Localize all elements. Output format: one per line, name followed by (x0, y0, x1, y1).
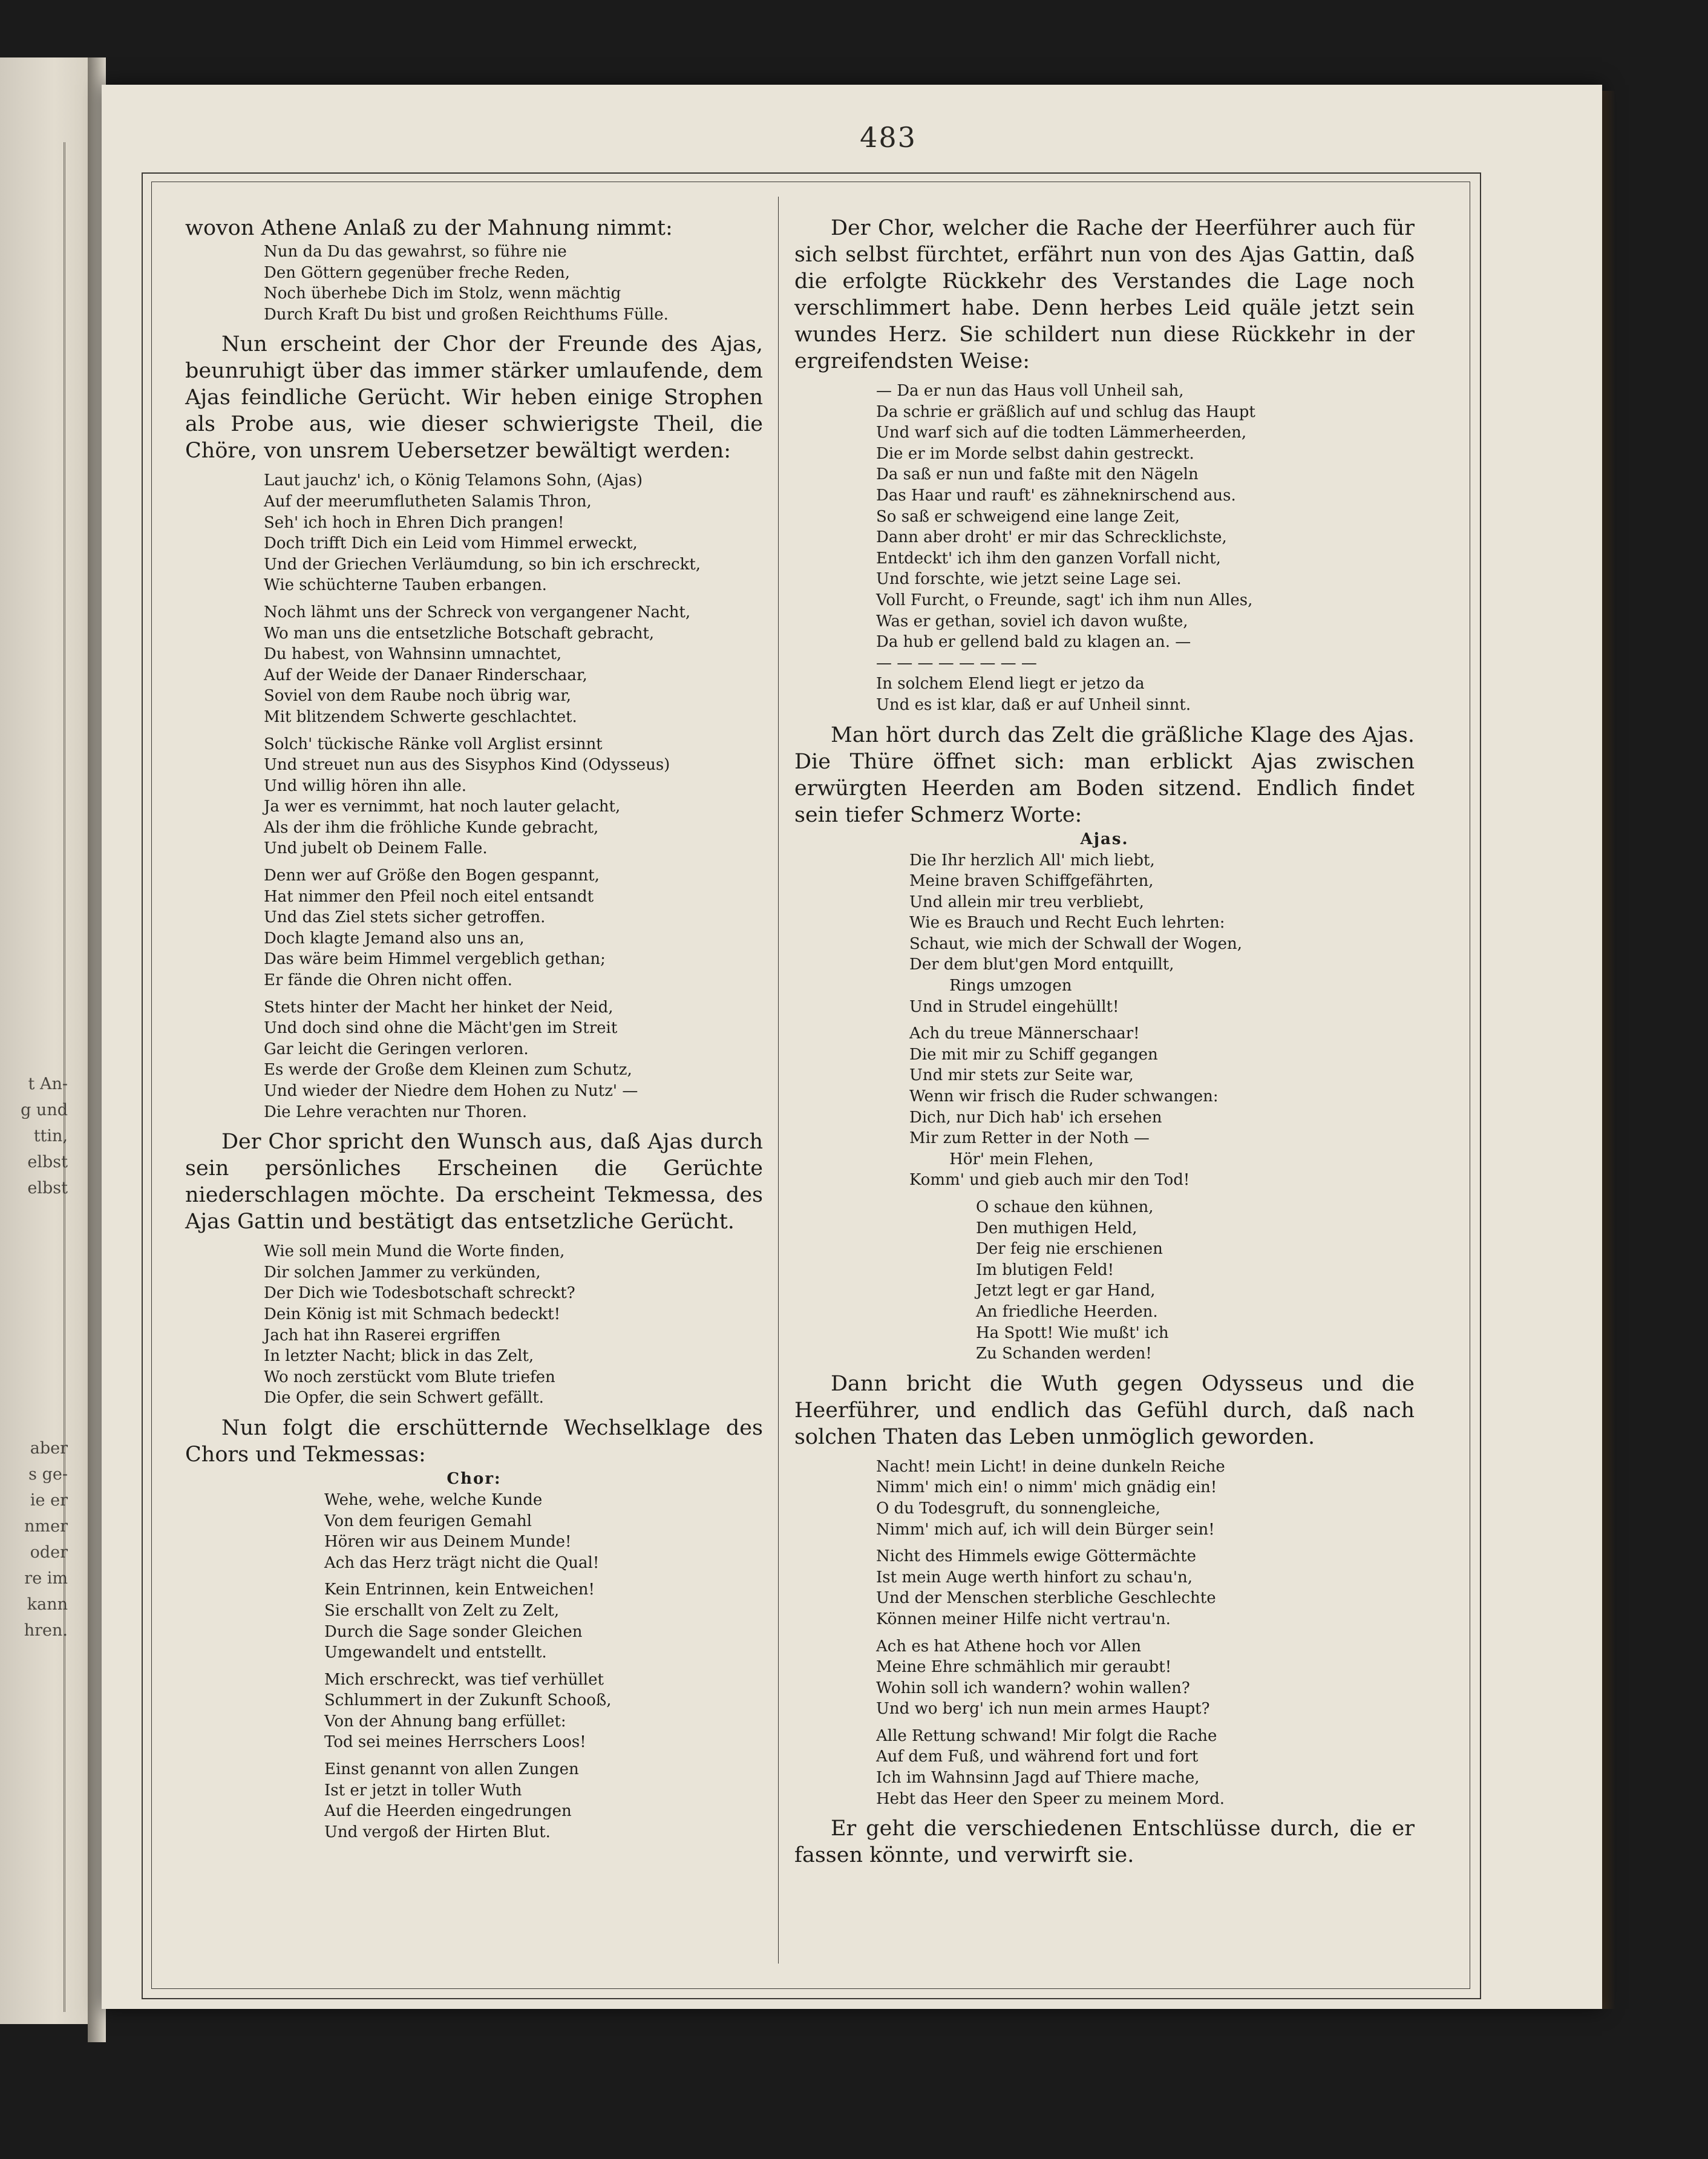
verse-stanza: Ach es hat Athene hoch vor Allen Meine Ehre schmählich mir geraubt! Wohin soll ich wandern? wohin wallen? Und wo berg' ich nun mein armes Haupt? (876, 1637, 1210, 1718)
verse-stanza: Solch' tückische Ränke voll Arglist ersinnt Und streuet nun aus des Sisyphos Kind (Odysseus) Und willig hören ihn alle. Ja wer es vernimmt, hat noch lauter gelacht, Als der ihm die fröhliche Kunde gebracht, Und jubelt ob Deinem Falle. (264, 735, 670, 858)
paragraph: Nun erscheint der Chor der Freunde des Ajas, beunruhigt über das immer stärker umlaufende, dem Ajas feindliche Gerücht. Wir heben einige Strophen als Probe aus, wie dieser schwierigste Theil, die Chöre, von unsrem Uebersetzer bewältigt werden: (185, 332, 763, 464)
verse-stanza: Wehe, wehe, welche Kunde Von dem feurigen Gemahl Hören wir aus Deinem Munde! Ach das Herz trägt nicht die Qual! (324, 1490, 600, 1572)
verse-stanza: Nicht des Himmels ewige Göttermächte Ist mein Auge werth hinfort zu schau'n, Und der Menschen sterbliche Geschlechte Können meiner Hilfe nicht vertrau'n. (876, 1547, 1216, 1628)
paragraph: Dann bricht die Wuth gegen Odysseus und die Heerführer, und endlich das Gefühl durch, daß nach solchen Thaten das Leben unmöglich geworden. (794, 1371, 1415, 1449)
verse-stanza: Einst genannt von allen Zungen Ist er jetzt in toller Wuth Auf die Heerden eingedrungen Und vergoß der Hirten Blut. (324, 1760, 579, 1841)
left-column (185, 215, 763, 1843)
page-number: 483 (860, 121, 917, 154)
verse-stanza: Nun da Du das gewahrst, so führe nie Den Göttern gegenüber freche Reden, Noch überhebe Dich im Stolz, wenn mächtig Durch Kraft Du bist und großen Reichthums Fülle. (264, 243, 669, 324)
verse-stanza: Ach du treue Männerschaar! Die mit mir zu Schiff gegangen Und mir stets zur Seite war, Wenn wir frisch die Ruder schwangen: Dich, nur Dich hab' ich ersehen Mir zum Retter in der Noth — Hör' mein Flehen, Komm' und gieb auch mir den Tod! (909, 1024, 1219, 1190)
book-page (102, 85, 1602, 2009)
paragraph: Nun folgt die erschütternde Wechselklage des Chors und Tekmessas: (185, 1415, 763, 1467)
paragraph: Der Chor, welcher die Rache der Heerführer auch für sich selbst fürchtet, erfährt nun von des Ajas Gattin, daß die erfolgte Rückkehr des Verstandes die Lage noch verschlimmert habe. Denn herbes Leid quäle jetzt sein wundes Herz. Sie schildert nun diese Rückkehr in der ergreifendsten Weise: (794, 216, 1415, 373)
verse-stanza: Nacht! mein Licht! in deine dunkeln Reiche Nimm' mich ein! o nimm' mich gnädig ein! O du Todesgruft, du sonnengleiche, Nimm' mich auf, ich will dein Bürger sein! (876, 1457, 1225, 1539)
speaker-label: Ajas. (1080, 830, 1129, 848)
right-column (794, 215, 1415, 1869)
speaker-label: Chor: (447, 1469, 502, 1488)
verse-stanza: Wie soll mein Mund die Worte finden, Dir solchen Jammer zu verkünden, Der Dich wie Todesbotschaft schreckt? Dein König ist mit Schmach bedeckt! Jach hat ihn Raserei ergriffen In letzter Nacht; blick in das Zelt, Wo noch zerstückt vom Blute triefen Die Opfer, die sein Schwert gefällt. (264, 1242, 575, 1407)
paragraph: Der Chor spricht den Wunsch aus, daß Ajas durch sein persönliches Erscheinen die Gerüchte niederschlagen möchte. Da erscheint Tekmessa, des Ajas Gattin und bestätigt das entsetzliche Gerücht. (185, 1130, 763, 1234)
paragraph: Er geht die verschiedenen Entschlüsse durch, die er fassen könnte, und verwirft sie. (794, 1817, 1415, 1868)
verse-stanza: Alle Rettung schwand! Mir folgt die Rache Auf dem Fuß, und während fort und fort Ich im Wahnsinn Jagd auf Thiere mache, Hebt das Heer den Speer zu meinem Mord. (876, 1726, 1225, 1808)
verse-stanza: — Da er nun das Haus voll Unheil sah, Da schrie er gräßlich auf und schlug das Haupt Und warf sich auf die todten Lämmerheerden, Die er im Morde selbst dahin gestreckt. Da saß er nun und faßte mit den Nägeln Das Haar und rauft' es zähneknirschend aus. So saß er schweigend eine lange Zeit, Dann aber droht' er mir das Schrecklichste, Entdeckt' ich ihm den ganzen Vorfall nicht, Und forschte, wie jetzt seine Lage sei. Voll Furcht, o Freunde, sagt' ich ihm nun Alles, Was er gethan, soviel ich davon wußte, Da hub er gellend bald zu klagen an. — — — — — — — — — In solchem Elend liegt er jetzo da Und es ist klar, daß er auf Unheil sinnt. (876, 382, 1255, 714)
verse-stanza: Stets hinter der Macht her hinket der Neid, Und doch sind ohne die Mächt'gen im Streit Gar leicht die Geringen verloren. Es werde der Große dem Kleinen zum Schutz, Und wieder der Niedre dem Hohen zu Nutz' — Die Lehre verachten nur Thoren. (264, 998, 638, 1121)
paragraph: Man hört durch das Zelt die gräßliche Klage des Ajas. Die Thüre öffnet sich: man erblickt Ajas zwischen erwürgten Heerden am Boden sitzend. Endlich findet sein tiefer Schmerz Worte: (794, 722, 1415, 827)
left-page-edge (0, 57, 91, 2024)
verse-stanza: Noch lähmt uns der Schreck von vergangener Nacht, Wo man uns die entsetzliche Botschaft gebracht, Du habest, von Wahnsinn umnachtet, Auf der Weide der Danaer Rinderschaar, Soviel von dem Raube noch übrig war, Mit blitzendem Schwerte geschlachtet. (264, 603, 691, 726)
paragraph: wovon Athene Anlaß zu der Mahnung nimmt: (185, 216, 673, 240)
column-rule (778, 197, 779, 1964)
verse-stanza: O schaue den kühnen, Den muthigen Held, Der feig nie erschienen Im blutigen Feld! Jetzt legt er gar Hand, An friedliche Heerden. Ha Spott! Wie mußt' ich Zu Schanden werden! (976, 1198, 1169, 1363)
verse-stanza: Denn wer auf Größe den Bogen gespannt, Hat nimmer den Pfeil noch eitel entsandt Und das Ziel stets sicher getroffen. Doch klagte Jemand also uns an, Das wäre beim Himmel vergeblich gethan; Er fände die Ohren nicht offen. (264, 867, 606, 990)
verse-stanza: Kein Entrinnen, kein Entweichen! Sie erschallt von Zelt zu Zelt, Durch die Sage sonder Gleichen Umgewandelt und entstellt. (324, 1581, 595, 1662)
verse-stanza: Die Ihr herzlich All' mich liebt, Meine braven Schiffgefährten, Und allein mir treu verbliebt, Wie es Brauch und Recht Euch lehrten: Schaut, wie mich der Schwall der Wogen, Der dem blut'gen Mord entquillt, Rings umzogen Und in Strudel eingehüllt! (909, 851, 1242, 1016)
verse-stanza: Laut jauchz' ich, o König Telamons Sohn, (Ajas) Auf der meerumflutheten Salamis Thron, Seh' ich hoch in Ehren Dich prangen! Doch trifft Dich ein Leid vom Himmel erweckt, Und der Griechen Verläumdung, so bin ich erschreckt, Wie schüchterne Tauben erbangen. (264, 471, 701, 595)
verse-stanza: Mich erschreckt, was tief verhüllet Schlummert in der Zukunft Schooß, Von der Ahnung bang erfüllet: Tod sei meines Herrschers Loos! (324, 1670, 612, 1752)
left-page-fragments: t An- g und ttin, elbst elbst aber s ge- ie er nmer oder re im kann hren. (21, 1075, 68, 1640)
